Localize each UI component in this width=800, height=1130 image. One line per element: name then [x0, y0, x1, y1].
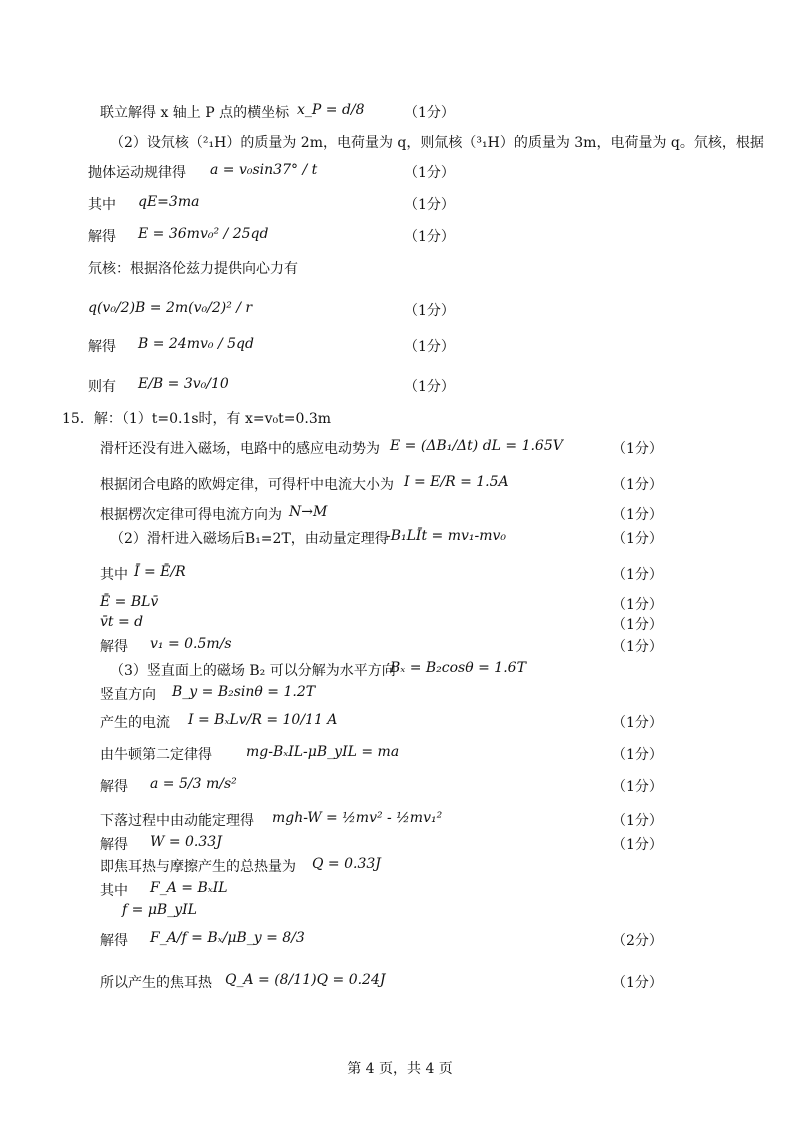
line-text: 解得 — [100, 779, 128, 795]
answer-line-29 — [0, 930, 800, 960]
answer-line-21 — [0, 712, 800, 742]
answer-line-9 — [0, 376, 800, 406]
score: （1分） — [404, 229, 455, 245]
formula: -B₁LĪt = mv₁-mv₀ — [386, 528, 507, 544]
formula: mg-BₓIL-μB_yIL = ma — [246, 744, 400, 760]
formula: Q_A = (8/11)Q = 0.24J — [225, 972, 386, 988]
answer-line-10 — [0, 408, 800, 438]
answer-line-11 — [0, 438, 800, 468]
answer-line-3 — [0, 162, 800, 192]
score: （1分） — [612, 597, 663, 613]
line-text: 解得 — [100, 639, 128, 655]
formula: N→M — [289, 504, 328, 520]
line-text: 解得 — [88, 229, 116, 245]
answer-line-14 — [0, 528, 800, 558]
line-text: 其中 — [88, 197, 116, 213]
score: （1分） — [612, 813, 663, 829]
answer-line-6 — [0, 258, 800, 288]
answer-line-15 — [0, 564, 800, 594]
formula: x_P = d/8 — [297, 102, 365, 118]
formula: f = μB_yIL — [122, 902, 197, 918]
score: （1分） — [612, 477, 663, 493]
line-text: 氘核：根据洛伦兹力提供向心力有 — [88, 261, 298, 277]
score: （1分） — [612, 715, 663, 731]
answer-line-1 — [0, 102, 800, 132]
score: （1分） — [612, 639, 663, 655]
line-text: 其中 — [100, 567, 128, 583]
line-text: （2）设氘核（²₁H）的质量为 2m，电荷量为 q，则氚核（³₁H）的质量为 3m，电荷量为 q。氘核，根据 — [110, 135, 764, 151]
line-text: 由牛顿第二定律得 — [100, 747, 212, 763]
line-text: 所以产生的焦耳热 — [100, 975, 212, 991]
score: （1分） — [404, 197, 455, 213]
formula: B_y = B₂sinθ = 1.2T — [172, 684, 316, 700]
formula: B = 24mv₀ / 5qd — [138, 336, 254, 352]
score: （1分） — [404, 105, 455, 121]
formula: E/B = 3v₀/10 — [138, 376, 229, 392]
score: （1分） — [612, 441, 663, 457]
line-text: 则有 — [88, 379, 116, 395]
answer-line-12 — [0, 474, 800, 504]
answer-line-5 — [0, 226, 800, 256]
formula: Ī = Ē/R — [134, 564, 186, 580]
score: （1分） — [612, 531, 663, 547]
line-text: （2）滑杆进入磁场后B₁=2T，由动量定理得 — [110, 531, 389, 547]
line-text: 根据楞次定律可得电流方向为 — [100, 507, 282, 523]
line-text: 联立解得 x 轴上 P 点的横坐标 — [100, 105, 290, 121]
formula: a = 5/3 m/s² — [150, 776, 237, 792]
formula: Q = 0.33J — [312, 856, 381, 872]
line-text: 抛体运动规律得 — [88, 165, 186, 181]
score: （1分） — [404, 339, 455, 355]
formula: I = E/R = 1.5A — [404, 474, 509, 490]
line-text: 竖直方向 — [100, 687, 156, 703]
line-text: 即焦耳热与摩擦产生的总热量为 — [100, 859, 296, 875]
formula: I = BₓLv/R = 10/11 A — [188, 712, 338, 728]
line-text: 其中 — [100, 883, 128, 899]
line-text: （3）竖直面上的磁场 B₂ 可以分解为水平方向 — [110, 663, 396, 679]
line-text: 根据闭合电路的欧姆定律，可得杆中电流大小为 — [100, 477, 394, 493]
score: （2分） — [612, 933, 663, 949]
formula: mgh-W = ½mv² - ½mv₁² — [272, 810, 443, 826]
score: （1分） — [612, 567, 663, 583]
formula: Ē = BLv̄ — [100, 594, 159, 610]
answer-line-28 — [0, 902, 800, 932]
answer-line-2 — [0, 132, 800, 162]
formula: qE=3ma — [138, 194, 200, 210]
line-text: 解得 — [88, 339, 116, 355]
formula: E = (ΔB₁/Δt) dL = 1.65V — [390, 438, 563, 454]
score: （1分） — [404, 165, 455, 181]
score: （1分） — [612, 779, 663, 795]
formula: F_A = BₓIL — [150, 880, 228, 896]
formula: W = 0.33J — [150, 834, 222, 850]
score: （1分） — [612, 975, 663, 991]
score: （1分） — [612, 507, 663, 523]
line-text: 滑杆还没有进入磁场，电路中的感应电动势为 — [100, 441, 380, 457]
formula: q(v₀/2)B = 2m(v₀/2)² / r — [88, 300, 253, 316]
answer-line-23 — [0, 776, 800, 806]
answer-line-22 — [0, 744, 800, 774]
answer-line-4 — [0, 194, 800, 224]
answer-line-30 — [0, 972, 800, 1002]
answer-line-8 — [0, 336, 800, 366]
score: （1分） — [612, 617, 663, 633]
formula: Bₓ = B₂cosθ = 1.6T — [390, 660, 526, 676]
formula: a = v₀sin37° / t — [210, 162, 318, 178]
formula: v₁ = 0.5m/s — [150, 636, 232, 652]
score: （1分） — [404, 303, 455, 319]
formula: E = 36mv₀² / 25qd — [138, 226, 269, 242]
score: （1分） — [612, 747, 663, 763]
formula: v̄t = d — [100, 614, 144, 630]
answer-line-20 — [0, 684, 800, 714]
score: （1分） — [404, 379, 455, 395]
line-text: 解得 — [100, 837, 128, 853]
line-text: 下落过程中由动能定理得 — [100, 813, 254, 829]
formula: F_A/f = Bₓ/μB_y = 8/3 — [150, 930, 305, 946]
score: （1分） — [612, 837, 663, 853]
line-text: 产生的电流 — [100, 715, 170, 731]
line-text: 解得 — [100, 933, 128, 949]
answer-line-7 — [0, 300, 800, 330]
page-footer: 第 4 页，共 4 页 — [347, 1061, 453, 1077]
line-text: 15．解：（1）t=0.1s时，有 x=v₀t=0.3m — [62, 411, 332, 427]
